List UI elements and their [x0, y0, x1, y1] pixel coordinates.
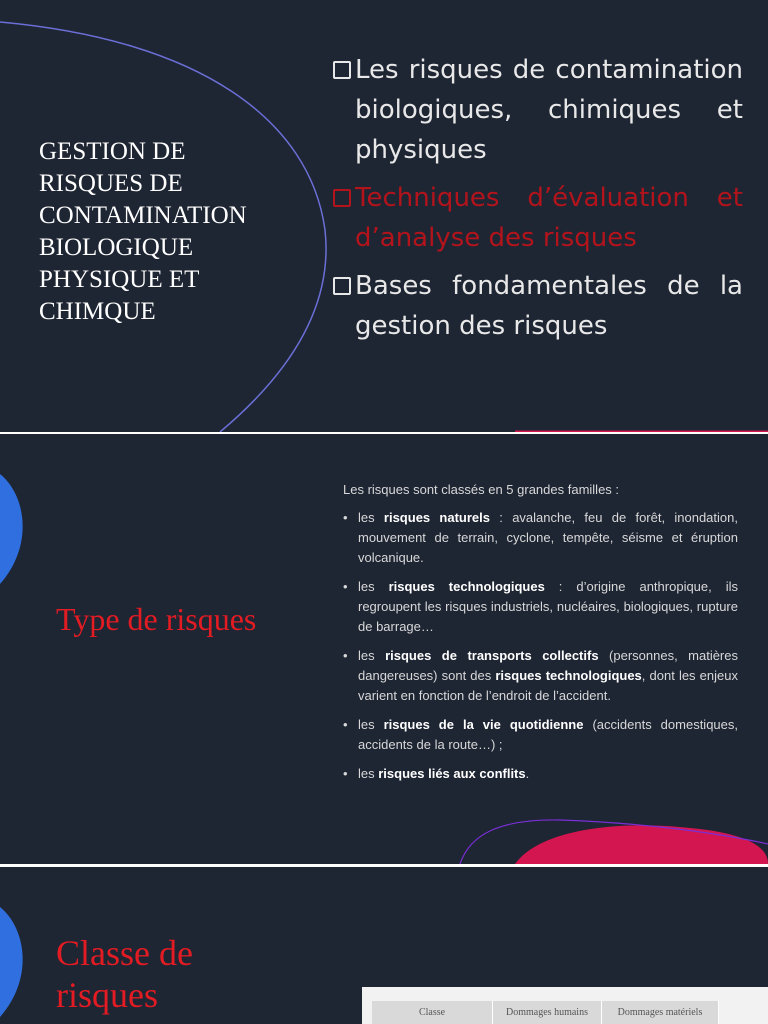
- list-item: • les risques de la vie quotidienne (accidents domestiques, accidents de la route…) ;: [343, 715, 738, 755]
- table-header-row: [372, 1001, 719, 1024]
- slide-3: [0, 867, 768, 1024]
- checkbox-bullet-icon: [333, 189, 351, 207]
- list-item: • les risques liés aux conflits.: [343, 764, 738, 784]
- topic-list: [333, 50, 743, 354]
- risk-families-text: [343, 480, 738, 793]
- table-header-cell: Dommages humains: [493, 1001, 602, 1024]
- list-item: • les risques naturels : avalanche, feu de forêt, inondation, mouvement de terrain, cyclone, tempête, séisme et éruption volcanique.: [343, 508, 738, 568]
- checkbox-bullet-icon: [333, 61, 351, 79]
- slide-1-title: GESTION DE RISQUES DE CONTAMINATION BIOLOGIQUE PHYSIQUE ET CHIMQUE: [39, 138, 247, 325]
- list-item: • les risques de transports collectifs (personnes, matières dangereuses) sont des risques technologiques, dont les enjeux varient en fonction de l’endroit de l’accident.: [343, 646, 738, 706]
- checkbox-bullet-icon: [333, 277, 351, 295]
- slide-3-title: Classe de risques: [56, 933, 193, 1015]
- slide-1: [0, 0, 768, 432]
- table-header-cell: Dommages matériels: [602, 1001, 719, 1024]
- risk-class-table: [362, 987, 768, 1024]
- list-item: Les risques de contamination biologiques, chimiques et physiques: [333, 50, 743, 170]
- table-header-cell: Classe: [372, 1001, 493, 1024]
- intro-text: Les risques sont classés en 5 grandes familles :: [343, 482, 620, 497]
- slide-2-title: Type de risques: [56, 601, 257, 637]
- risk-list: [343, 508, 738, 784]
- list-item: • les risques technologiques : d’origine anthropique, ils regroupent les risques industriels, nucléaires, biologiques, rupture de barrage…: [343, 577, 738, 637]
- slide-2: [0, 434, 768, 864]
- list-item-highlighted: Techniques d’évaluation et d’analyse des risques: [333, 178, 743, 258]
- list-item: Bases fondamentales de la gestion des risques: [333, 266, 743, 346]
